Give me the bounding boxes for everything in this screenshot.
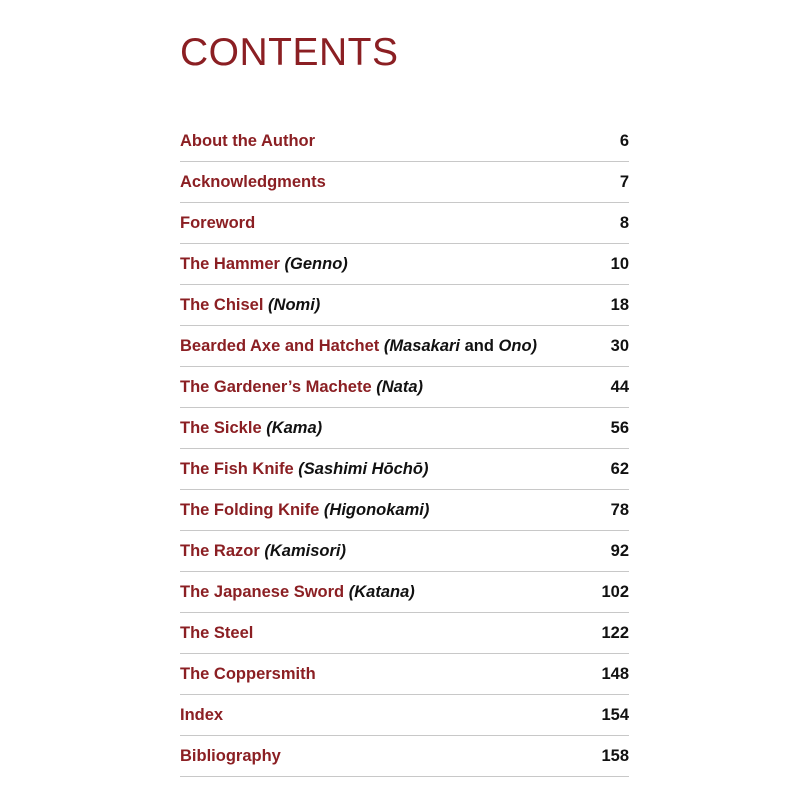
toc-entry[interactable] <box>180 490 629 531</box>
toc-entry[interactable] <box>180 326 629 367</box>
toc-entry-japanese-name <box>379 337 537 355</box>
toc-page-number: 44 <box>610 378 629 396</box>
toc-entry-title: The Coppersmith <box>180 665 316 683</box>
toc-entry[interactable] <box>180 572 629 613</box>
toc-entry-subtitle-part: (Nomi) <box>268 296 321 314</box>
toc-entry-title: The Japanese Sword <box>180 583 345 601</box>
toc-entry-japanese-name <box>344 583 415 601</box>
toc-entry-japanese-name <box>260 542 346 560</box>
toc-entry[interactable] <box>180 203 629 244</box>
toc-entry-title: The Razor <box>180 542 260 560</box>
toc-entry-subtitle-part: (Higonokami) <box>323 501 430 519</box>
toc-entry[interactable] <box>180 162 629 203</box>
toc-entry-title: Bibliography <box>180 747 281 765</box>
toc-entry-title: Index <box>180 706 224 724</box>
toc-page-number: 62 <box>610 460 629 478</box>
toc-page-number: 148 <box>601 665 629 683</box>
toc-entry-label <box>180 705 223 725</box>
toc-page-number: 30 <box>610 337 629 355</box>
toc-entry-label <box>180 131 315 151</box>
toc-entry-subtitle-part: (Kama) <box>266 419 323 437</box>
toc-entry-title: The Fish Knife <box>180 460 294 478</box>
toc-entry-label <box>180 582 415 602</box>
toc-entry-label <box>180 336 537 356</box>
toc-entry-label <box>180 377 423 397</box>
toc-page-number: 56 <box>610 419 629 437</box>
toc-page-number: 8 <box>619 214 629 232</box>
toc-entry-title: The Sickle <box>180 419 262 437</box>
toc-entry-subtitle-part: (Katana) <box>348 583 415 601</box>
toc-entry[interactable] <box>180 531 629 572</box>
toc-entry-title: About the Author <box>180 132 316 150</box>
toc-entry-title: The Steel <box>180 624 254 642</box>
toc-entry-subtitle-part: (Masakari <box>383 337 461 355</box>
toc-page-number: 18 <box>610 296 629 314</box>
toc-entry[interactable] <box>180 121 629 162</box>
toc-entry-label <box>180 254 348 274</box>
toc-entry-japanese-name <box>263 296 320 314</box>
table-of-contents <box>180 121 629 777</box>
toc-page-number: 158 <box>601 747 629 765</box>
toc-entry-label <box>180 623 253 643</box>
toc-entry-japanese-name <box>262 419 323 437</box>
toc-entry-subtitle-part: (Nata) <box>376 378 424 396</box>
toc-entry-japanese-name <box>319 501 429 519</box>
toc-entry[interactable] <box>180 613 629 654</box>
toc-entry-label <box>180 664 316 684</box>
toc-entry-subtitle-part: (Kamisori) <box>264 542 346 560</box>
toc-entry-subtitle-part: (Genno) <box>284 255 348 273</box>
toc-entry-title: Foreword <box>180 214 256 232</box>
toc-entry-japanese-name <box>294 460 429 478</box>
toc-entry-label <box>180 541 346 561</box>
toc-entry[interactable] <box>180 285 629 326</box>
toc-entry-label <box>180 172 326 192</box>
toc-page-number: 7 <box>619 173 629 191</box>
toc-entry-label <box>180 213 255 233</box>
toc-entry[interactable] <box>180 736 629 777</box>
toc-entry-subtitle-part: Ono) <box>498 337 538 355</box>
toc-entry-title: Acknowledgments <box>180 173 326 191</box>
toc-entry-title: The Chisel <box>180 296 264 314</box>
toc-page-number: 6 <box>619 132 629 150</box>
toc-page-number: 10 <box>610 255 629 273</box>
toc-page-number: 154 <box>601 706 629 724</box>
toc-entry-label <box>180 500 429 520</box>
toc-entry-title: The Gardener’s Machete <box>180 378 372 396</box>
toc-entry[interactable] <box>180 695 629 736</box>
toc-entry-label <box>180 459 428 479</box>
toc-entry-label <box>180 295 320 315</box>
toc-entry[interactable] <box>180 367 629 408</box>
toc-entry[interactable] <box>180 654 629 695</box>
toc-entry-title: Bearded Axe and Hatchet <box>180 337 380 355</box>
toc-entry-label <box>180 746 281 766</box>
toc-entry-subtitle-part: (Sashimi Hōchō) <box>298 460 429 478</box>
toc-page-number: 122 <box>601 624 629 642</box>
toc-entry[interactable] <box>180 244 629 285</box>
toc-entry[interactable] <box>180 408 629 449</box>
toc-entry-japanese-name <box>280 255 348 273</box>
toc-entry-japanese-name <box>372 378 423 396</box>
toc-page-number: 78 <box>610 501 629 519</box>
toc-page-number: 92 <box>610 542 629 560</box>
toc-page-number: 102 <box>601 583 629 601</box>
toc-entry-subtitle-part: and <box>460 337 499 355</box>
toc-entry-title: The Folding Knife <box>180 501 320 519</box>
page-title: CONTENTS <box>180 31 399 74</box>
toc-entry-title: The Hammer <box>180 255 280 273</box>
toc-entry-label <box>180 418 322 438</box>
toc-entry[interactable] <box>180 449 629 490</box>
